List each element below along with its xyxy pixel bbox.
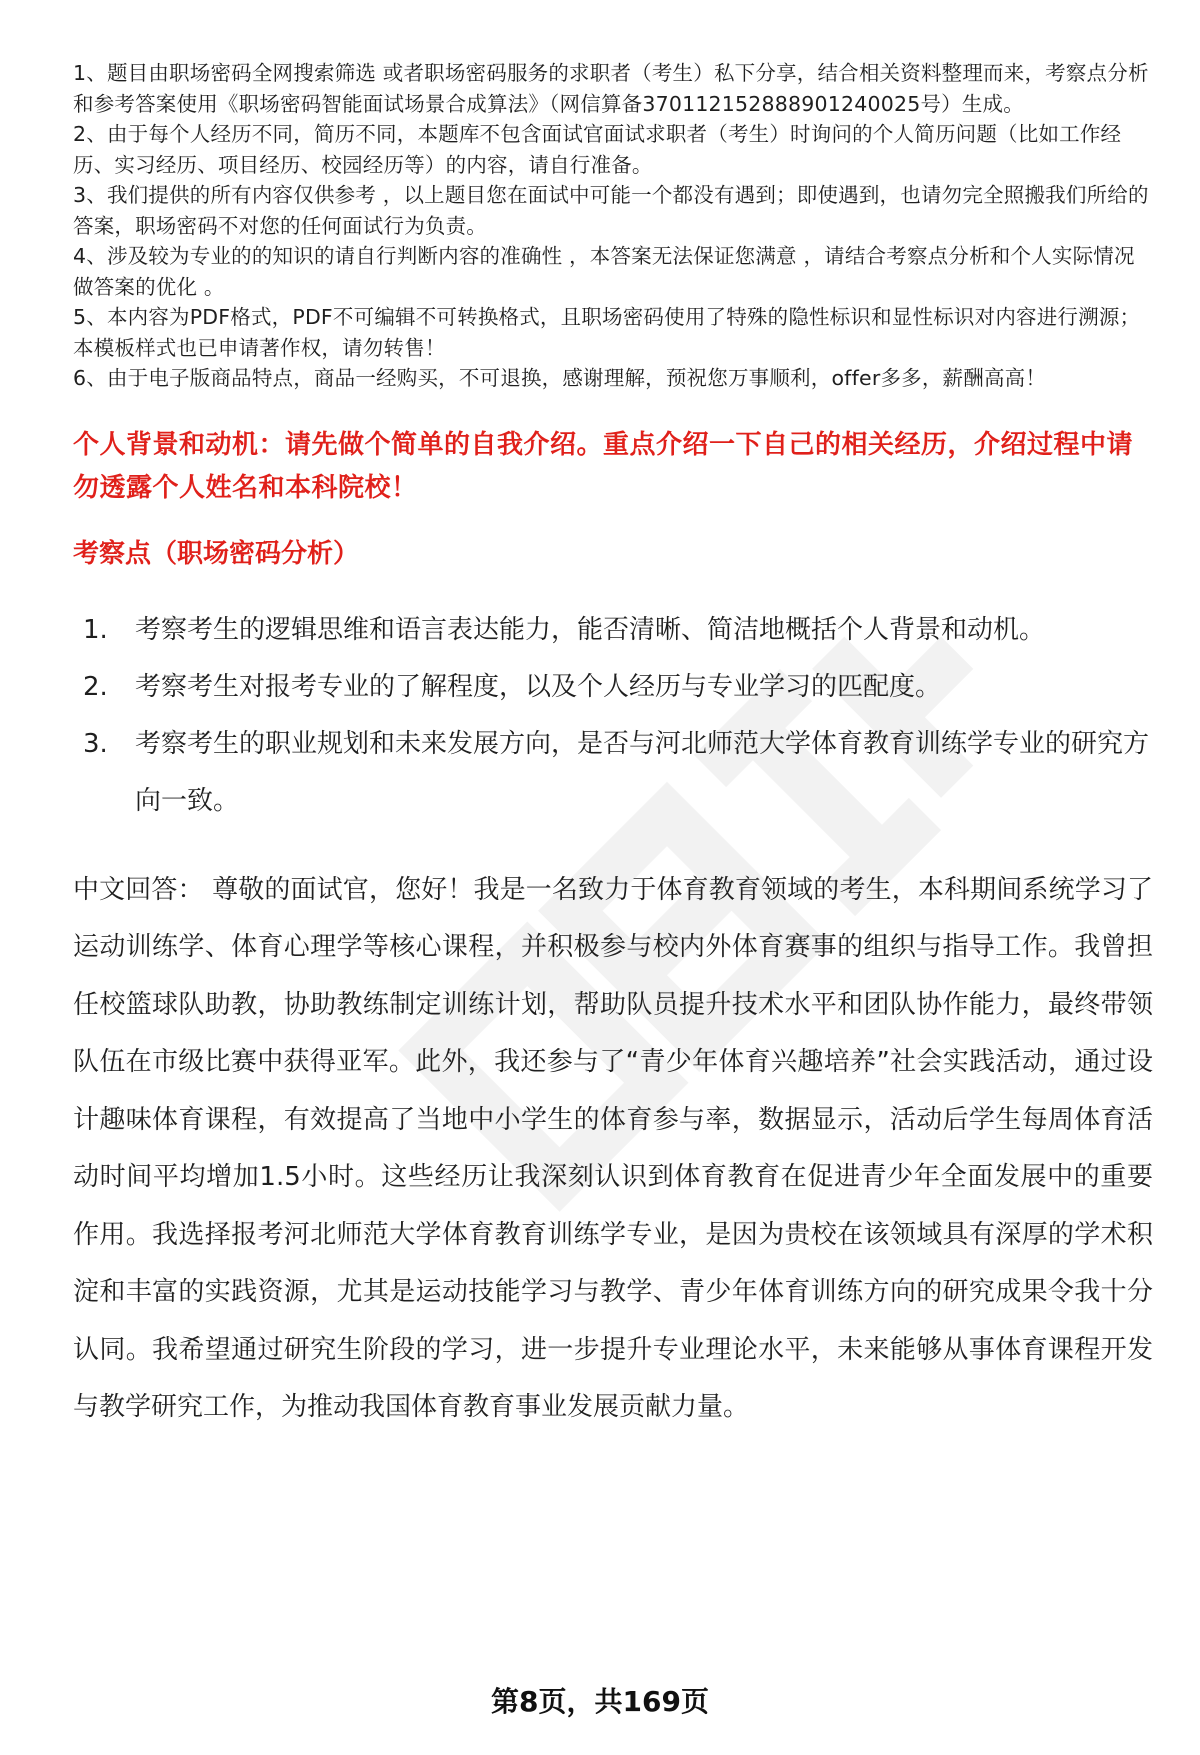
assessment-point <box>73 602 1153 659</box>
assessment-point <box>73 716 1153 830</box>
note-item: 5、本内容为PDF格式，PDF不可编辑不可转换格式，且职场密码使用了特殊的隐性标识和显性标识对内容进行溯源；本模板样式也已申请著作权，请勿转售！ <box>73 305 1141 360</box>
point-number: 1. <box>83 614 108 645</box>
point-text: 考察考生的职业规划和未来发展方向，是否与河北师范大学体育教育训练学专业的研究方向一致。 <box>135 728 1150 816</box>
question-heading: 个人背景和动机：请先做个简单的自我介绍。重点介绍一下自己的相关经历，介绍过程中请勿透露个人姓名和本科院校！ <box>73 429 1134 503</box>
assessment-points-list <box>73 602 1153 830</box>
note-item: 2、由于每个人经历不同，简历不同，本题库不包含面试官面试求职者（考生）时询问的个人简历问题（比如工作经历、实习经历、项目经历、校园经历等）的内容，请自行准备。 <box>73 122 1122 177</box>
note-item: 6、由于电子版商品特点，商品一经购买，不可退换，感谢理解，预祝您万事顺利，offer多多，薪酬高高！ <box>73 366 1047 390</box>
section-title: 考察点（职场密码分析） <box>73 538 360 569</box>
note-item: 3、我们提供的所有内容仅供参考 ，以上题目您在面试中可能一个都没有遇到；即使遇到，也请勿完全照搬我们所给的答案，职场密码不对您的任何面试行为负责。 <box>73 183 1149 238</box>
page-footer: 第8页，共169页 <box>491 1685 709 1718</box>
point-text: 考察考生对报考专业的了解程度，以及个人经历与专业学习的匹配度。 <box>135 671 942 702</box>
answer-paragraph: 中文回答： 尊敬的面试官，您好！我是一名致力于体育教育领域的考生，本科期间系统学习了运动训练学、体育心理学等核心课程，并积极参与校内外体育赛事的组织与指导工作。我曾担任校篮球队助教，协助教练制定训练计划，帮助队员提升技术水平和团队协作能力，最终带领队伍在市级比赛中获得亚军。此外，我还参与了“青少年体育兴趣培养”社会实践活动，通过设计趣味体育课程，有效提高了当地中小学生的体育参与率，数据显示，活动后学生每周体育活动时间平均增加1.5小时。这些经历让我深刻认识到体育教育在促进青少年全面发展中的重要作用。我选择报考河北师范大学体育教育训练学专业，是因为贵校在该领域具有深厚的学术积淀和丰富的实践资源，尤其是运动技能学习与教学、青少年体育训练方向的研究成果令我十分认同。我希望通过研究生阶段的学习，进一步提升专业理论水平，未来能够从事体育课程开发与教学研究工作，为推动我国体育教育事业发展贡献力量。 <box>73 874 1153 1422</box>
disclaimer-notes <box>73 58 1153 394</box>
point-text: 考察考生的逻辑思维和语言表达能力，能否清晰、简洁地概括个人背景和动机。 <box>135 614 1046 645</box>
assessment-point <box>73 659 1153 716</box>
document-page <box>73 58 1153 1437</box>
note-item: 1、题目由职场密码全网搜索筛选 或者职场密码服务的求职者（考生）私下分享，结合相关资料整理而来，考察点分析和参考答案使用《职场密码智能面试场景合成算法》（网信算备370112152888901240025号）生成。 <box>73 61 1149 116</box>
note-item: 4、涉及较为专业的的知识的请自行判断内容的准确性 ，本答案无法保证您满意 ，请结合考察点分析和个人实际情况做答案的优化 。 <box>73 244 1135 299</box>
point-number: 2. <box>83 671 108 702</box>
point-number: 3. <box>83 728 108 759</box>
